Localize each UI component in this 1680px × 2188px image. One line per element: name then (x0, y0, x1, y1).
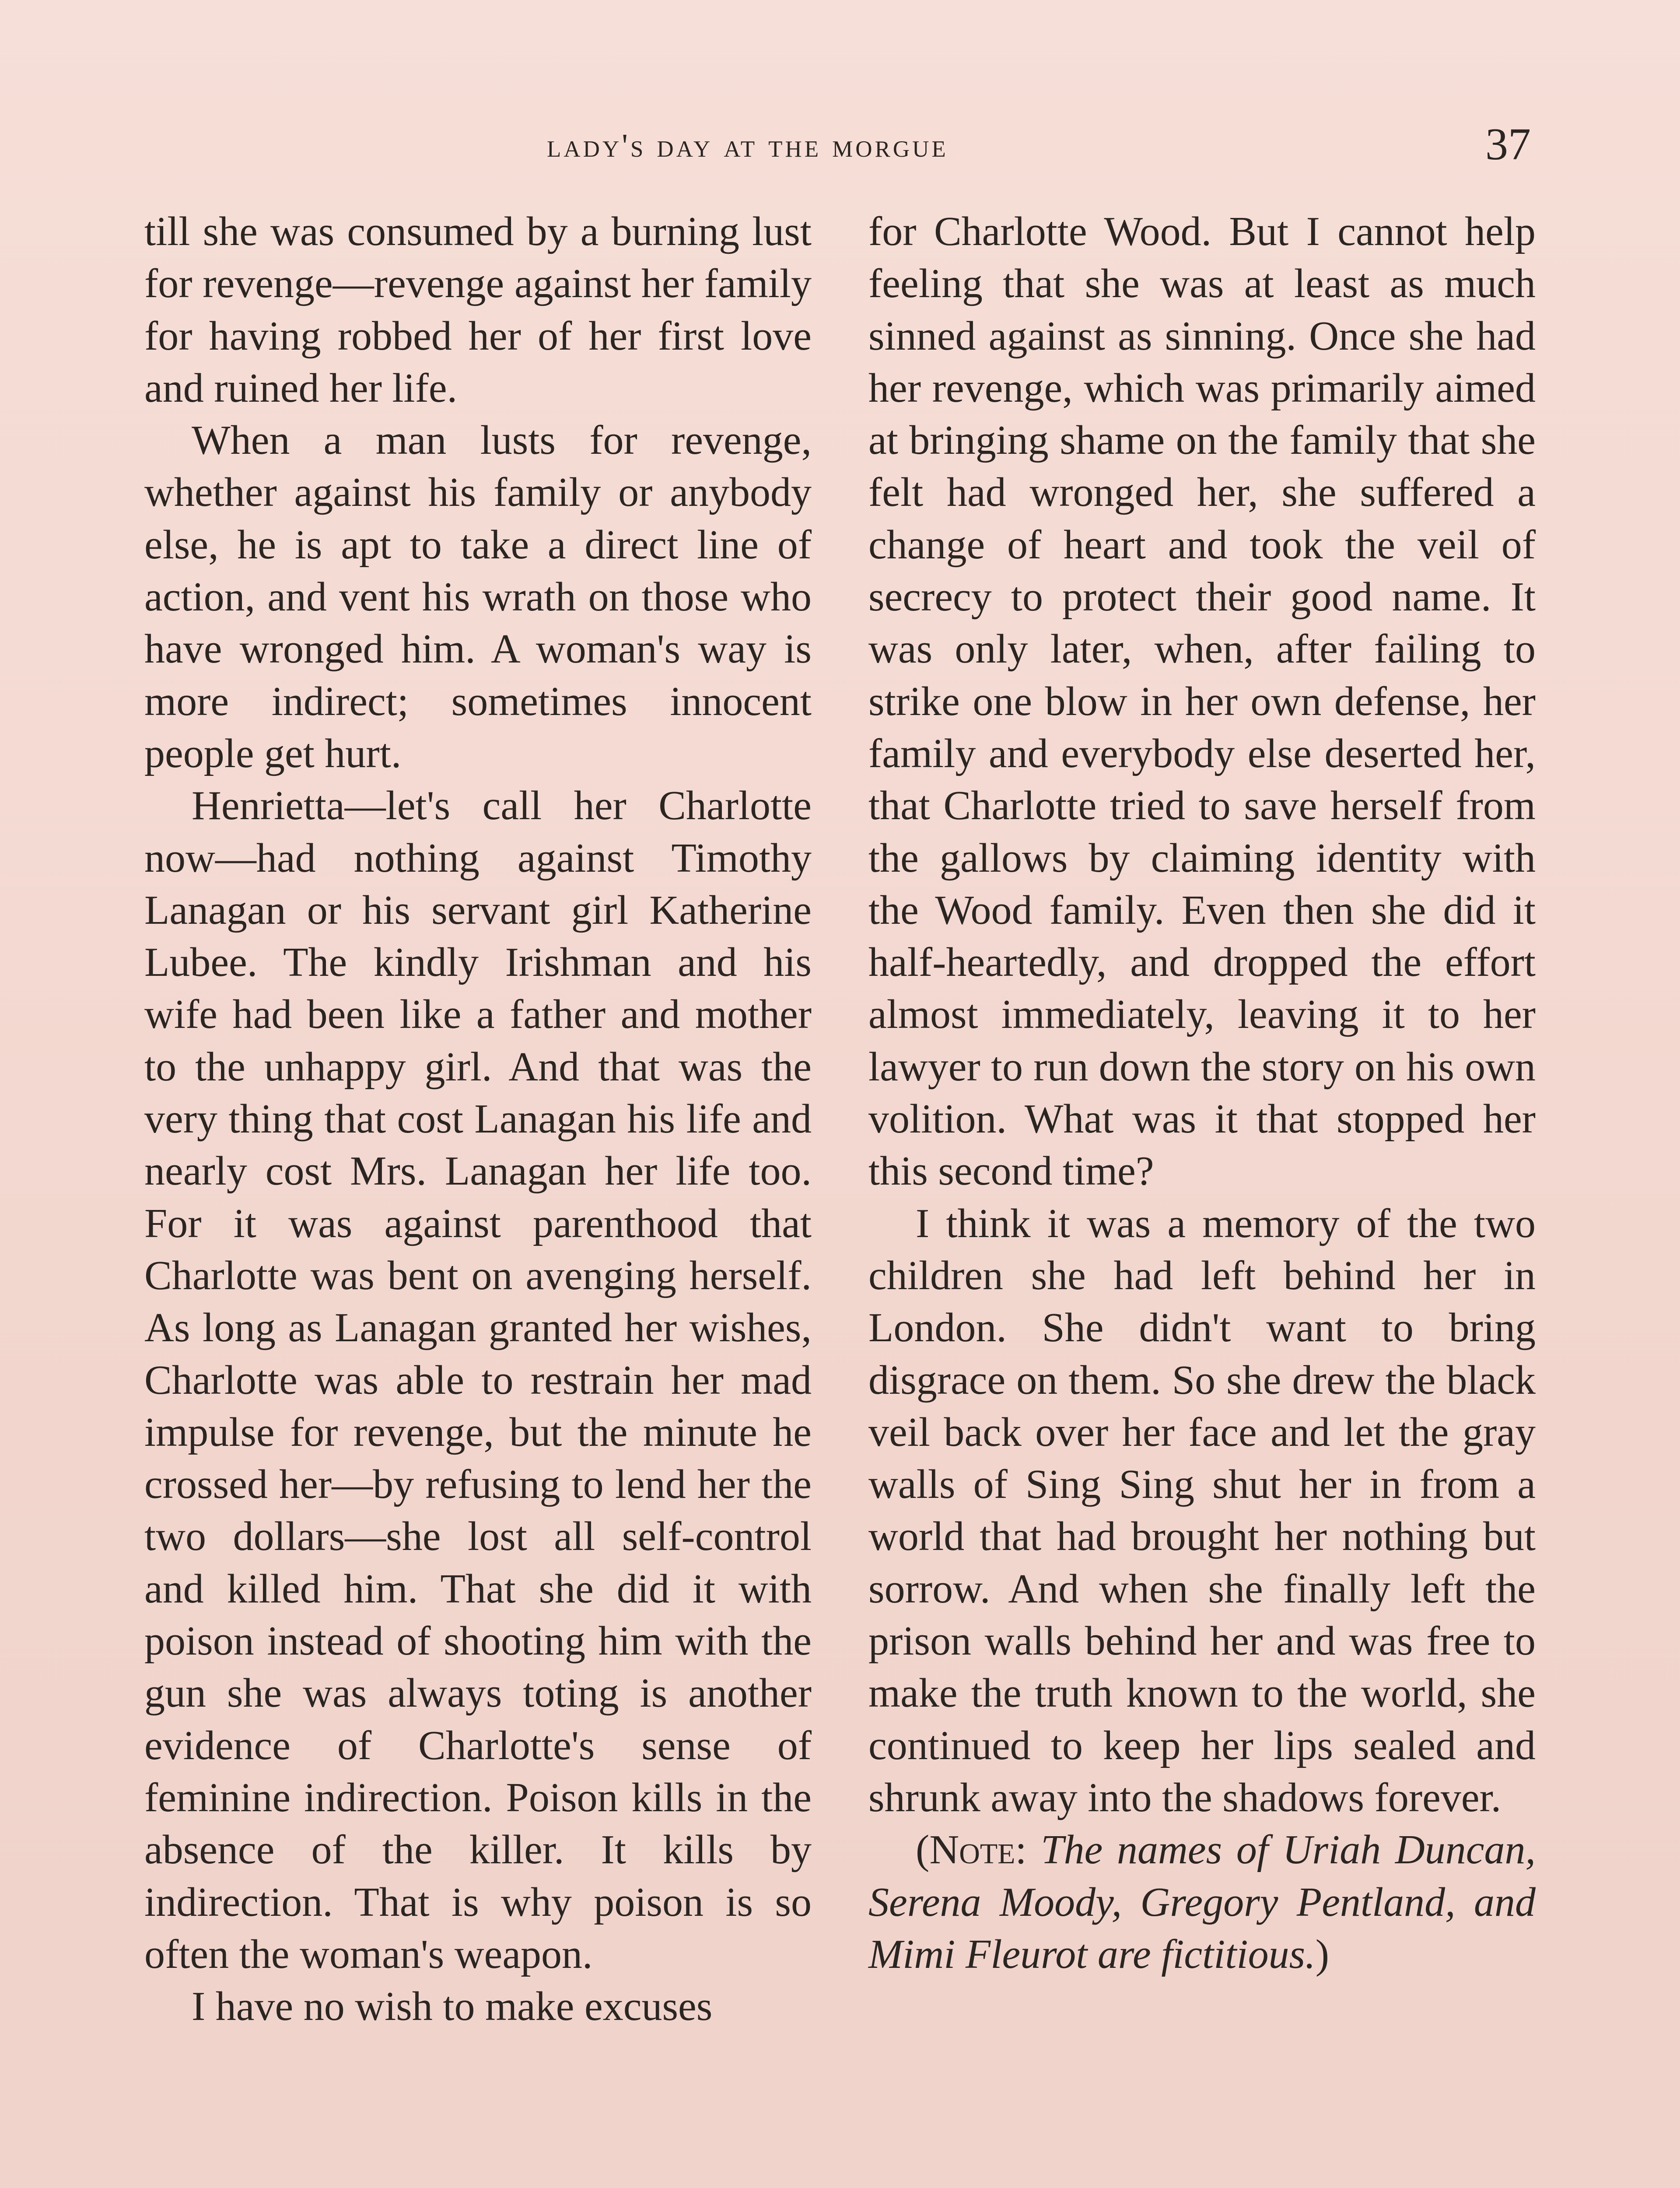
right-column (868, 206, 1536, 1981)
note-colon: : (1015, 1827, 1041, 1873)
paragraph: I have no wish to make excuses (192, 1984, 713, 2030)
running-title: lady's day at the morgue (547, 127, 948, 164)
paragraph: for Charlotte Wood. But I cannot help feeling that she was at least as much sinned against as sinning. Once she had her revenge, which was primarily aimed at bringing shame on the family that she felt had wronged her, she suffered a change of heart and took the veil of secrecy to protect their good name. It was only later, when, after failing to strike one blow in her own defense, her family and everybody else deserted her, that Charlotte tried to save herself from the gallows by claiming identity with the Wood family. Even then she did it half-heartedly, and dropped the effort almost immediately, leaving it to her lawyer to run down the story on his own volition. What was it that stopped her this second time? (868, 209, 1536, 1194)
paragraph: I think it was a memory of the two children she had left behind her in London. She didn't want to bring disgrace on them. So she drew the black veil back over her face and let the gray walls of Sing Sing shut her in from a world that had brought her nothing but sorrow. And when she finally left the prison walls behind her and was free to make the truth known to the world, she continued to keep her lips sealed and shrunk away into the shadows forever. (868, 1200, 1536, 1820)
paragraph: Henrietta—let's call her Charlotte now—had nothing against Timothy Lanagan or his servant girl Katherine Lubee. The kindly Irishman and his wife had been like a father and mother to the unhappy girl. And that was the very thing that cost Lanagan his life and nearly cost Mrs. Lanagan her life too. For it was against parenthood that Charlotte was bent on avenging herself. As long as Lanagan granted her wishes, Charlotte was able to restrain her mad impulse for revenge, but the minute he crossed her—by refusing to lend her the two dollars—she lost all self-control and killed him. That she did it with poison instead of shooting him with the gun she was always toting is another evidence of Charlotte's sense of feminine indirection. Poison kills in the absence of the killer. It kills by indirection. That is why poison is so often the woman's weapon. (144, 783, 812, 1977)
left-column (144, 206, 812, 2033)
note-close-paren: ) (1315, 1931, 1330, 1977)
paragraph: When a man lusts for revenge, whether against his family or anybody else, he is apt to take a direct line of action, and vent his wrath on those who have wronged him. A woman's way is more indirect; sometimes innocent people get hurt. (144, 417, 812, 776)
paragraph: till she was consumed by a burning lust for revenge—revenge against her family for having robbed her of her first love and ruined her life. (144, 209, 812, 411)
note-open-paren: ( (916, 1827, 930, 1873)
note-label: Note (929, 1827, 1015, 1873)
page-number: 37 (1485, 119, 1531, 169)
note-text: The names of Uriah Duncan, Serena Moody, Gregory Pentland, and Mimi Fleurot are fictitious. (868, 1827, 1536, 1977)
editor-note (868, 1824, 1536, 1981)
